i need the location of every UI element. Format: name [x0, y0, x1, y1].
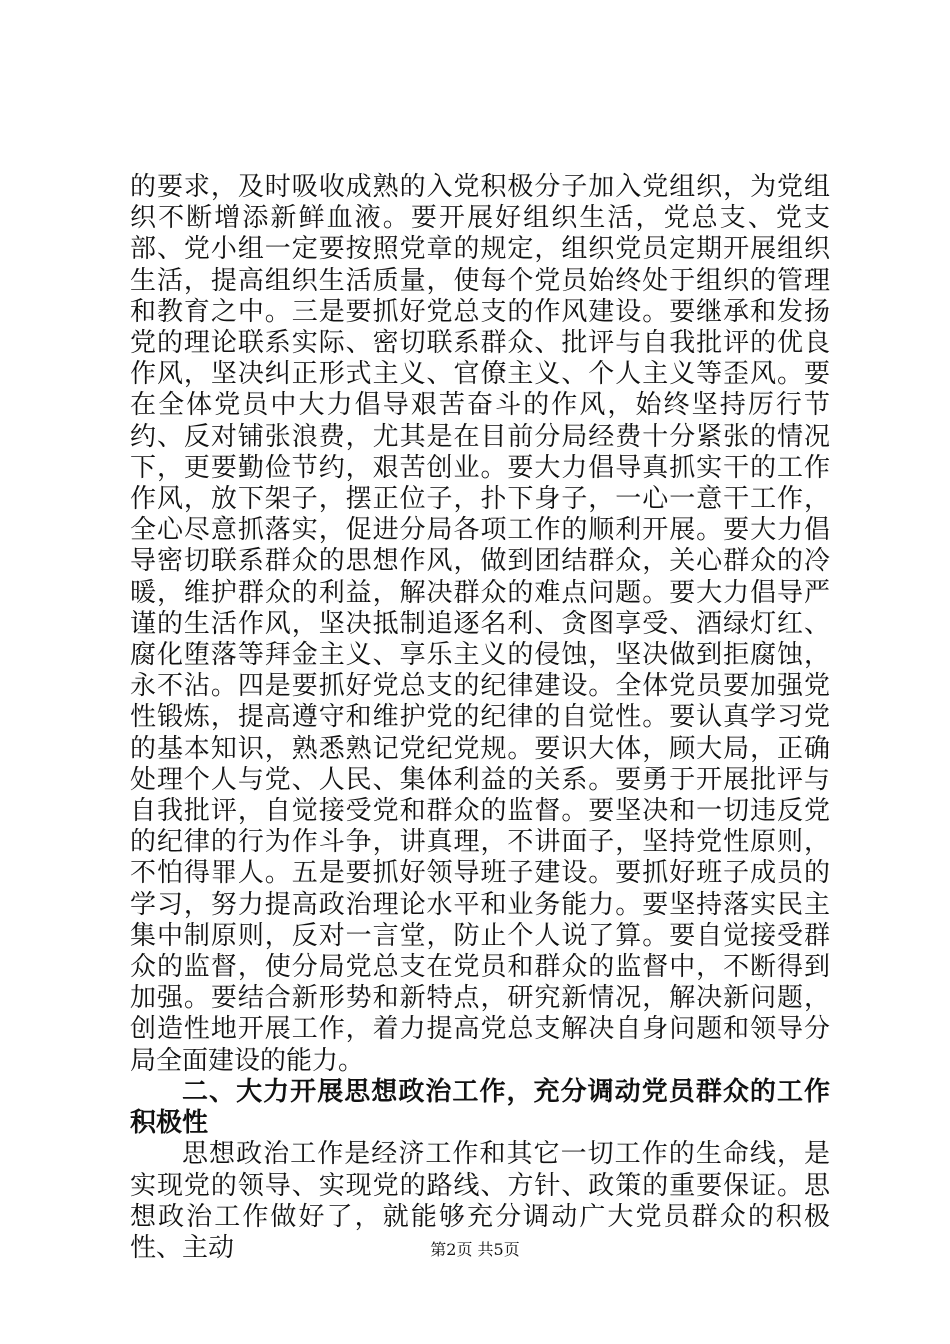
- document-body: [130, 172, 830, 1264]
- body-paragraph: 思想政治工作是经济工作和其它一切工作的生命线，是实现党的领导、实现党的路线、方针、政策的重要保证。思想政治工作做好了，就能够充分调动广大党员群众的积极性、主动: [130, 1139, 830, 1263]
- page-footer: 第2页 共5页: [430, 1240, 520, 1259]
- section-heading: 二、大力开展思想政治工作，充分调动党员群众的工作积极性: [130, 1076, 830, 1139]
- body-paragraph-continued: 的要求，及时吸收成熟的入党积极分子加入党组织，为党组织不断增添新鲜血液。要开展好组织生活，党总支、党支部、党小组一定要按照党章的规定，组织党员定期开展组织生活，提高组织生活质量，使每个党员始终处于组织的管理和教育之中。三是要抓好党总支的作风建设。要继承和发扬党的理论联系实际、密切联系群众、批评与自我批评的优良作风，坚决纠正形式主义、官僚主义、个人主义等歪风。要在全体党员中大力倡导艰苦奋斗的作风，始终坚持厉行节约、反对铺张浪费，尤其是在目前分局经费十分紧张的情况下，更要勤俭节约，艰苦创业。要大力倡导真抓实干的工作作风，放下架子，摆正位子，扑下身子，一心一意干工作，全心尽意抓落实，促进分局各项工作的顺利开展。要大力倡导密切联系群众的思想作风，做到团结群众，关心群众的冷暖，维护群众的利益，解决群众的难点问题。要大力倡导严谨的生活作风，坚决抵制追逐名利、贪图享受、酒绿灯红、腐化堕落等拜金主义、享乐主义的侵蚀，坚决做到拒腐蚀，永不沾。四是要抓好党总支的纪律建设。全体党员要加强党性锻炼，提高遵守和维护党的纪律的自觉性。要认真学习党的基本知识，熟悉熟记党纪党规。要识大体，顾大局，正确处理个人与党、人民、集体利益的关系。要勇于开展批评与自我批评，自觉接受党和群众的监督。要坚决和一切违反党的纪律的行为作斗争，讲真理，不讲面子，坚持党性原则，不怕得罪人。五是要抓好领导班子建设。要抓好班子成员的学习，努力提高政治理论水平和业务能力。要坚持落实民主集中制原则，反对一言堂，防止个人说了算。要自觉接受群众的监督，使分局党总支在党员和群众的监督中，不断得到加强。要结合新形势和新特点，研究新情况，解决新问题，创造性地开展工作，着力提高党总支解决自身问题和领导分局全面建设的能力。: [130, 172, 830, 1076]
